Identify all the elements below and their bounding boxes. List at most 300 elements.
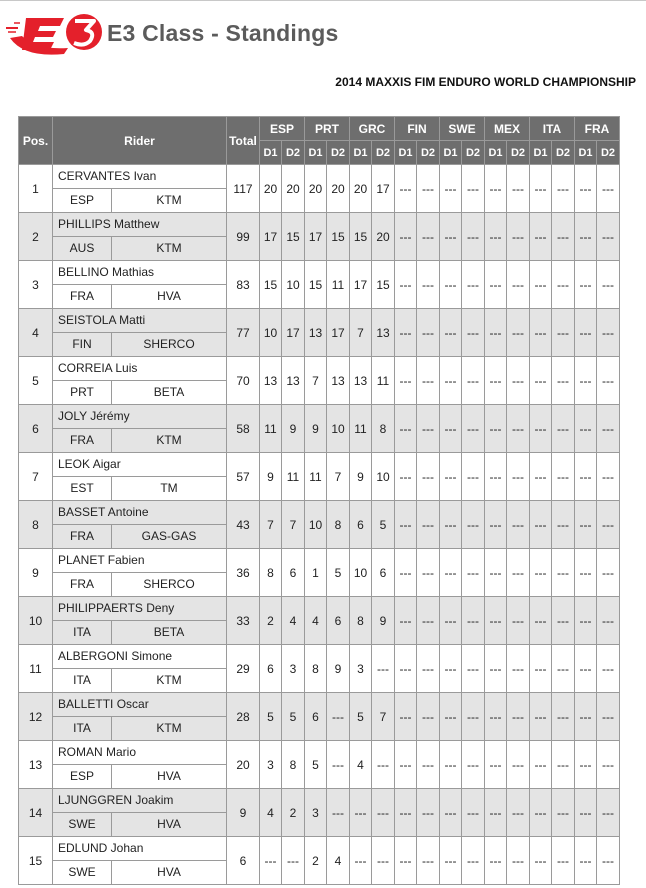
score-cell: --- [440,405,462,453]
pos-header: Pos. [19,117,53,165]
rider-name: CORREIA Luis [53,357,226,381]
table-row [19,261,620,309]
rider-name: EDLUND Johan [53,837,226,861]
score-cell: --- [552,789,575,837]
rider-nationality: ESP [53,765,112,788]
score-cell: 11 [260,405,282,453]
score-cell: 9 [282,405,305,453]
score-cell: --- [440,837,462,885]
score-cell: 3 [350,645,372,693]
event-header-fin: FIN [395,117,440,141]
score-cell: --- [552,741,575,789]
day-header-fin-d1: D1 [395,141,417,165]
score-cell: --- [395,501,417,549]
score-cell: 20 [282,165,305,213]
score-cell: 10 [260,309,282,357]
score-cell: --- [372,645,395,693]
score-cell: 4 [260,789,282,837]
score-cell: 20 [327,165,350,213]
score-cell: 8 [305,645,327,693]
score-cell: --- [417,357,440,405]
total-cell: 29 [227,645,260,693]
event-header-prt: PRT [305,117,350,141]
score-cell: 7 [260,501,282,549]
pos-cell: 1 [19,165,53,213]
score-cell: --- [575,789,597,837]
score-cell: --- [507,261,530,309]
rider-cell [53,357,227,405]
pos-cell: 5 [19,357,53,405]
score-cell: 2 [260,597,282,645]
event-header-mex: MEX [485,117,530,141]
rider-nationality: FRA [53,429,112,452]
score-cell: --- [530,837,552,885]
score-cell: --- [597,597,620,645]
rider-name: BELLINO Mathias [53,261,226,285]
rider-cell [53,165,227,213]
rider-name: PHILLIPS Matthew [53,213,226,237]
score-cell: --- [485,309,507,357]
score-cell: --- [485,789,507,837]
score-cell: 20 [372,213,395,261]
table-row [19,213,620,261]
score-cell: --- [597,693,620,741]
rider-nationality: FRA [53,525,112,548]
score-cell: --- [462,837,485,885]
day-header-ita-d2: D2 [552,141,575,165]
score-cell: 8 [350,597,372,645]
score-cell: --- [417,501,440,549]
rider-team: BETA [153,385,185,399]
score-cell: --- [462,309,485,357]
score-cell: --- [530,789,552,837]
score-cell: --- [395,165,417,213]
table-row [19,837,620,885]
pos-cell: 9 [19,549,53,597]
score-cell: 17 [305,213,327,261]
score-cell: --- [507,357,530,405]
score-cell: --- [417,213,440,261]
day-header-grc-d1: D1 [350,141,372,165]
score-cell: --- [462,453,485,501]
total-cell: 99 [227,213,260,261]
score-cell: --- [575,693,597,741]
score-cell: --- [530,261,552,309]
score-cell: --- [597,309,620,357]
table-row [19,309,620,357]
rider-cell [53,309,227,357]
score-cell: 7 [372,693,395,741]
pos-cell: 15 [19,837,53,885]
rider-nationality: SWE [53,813,112,836]
rider-team: KTM [156,721,182,735]
score-cell: --- [575,837,597,885]
score-cell: 10 [327,405,350,453]
score-cell: --- [395,309,417,357]
score-cell: --- [372,837,395,885]
score-cell: --- [507,309,530,357]
score-cell: 5 [305,741,327,789]
pos-cell: 8 [19,501,53,549]
score-cell: 9 [372,597,395,645]
score-cell: 15 [305,261,327,309]
score-cell: 11 [327,261,350,309]
day-header-swe-d1: D1 [440,141,462,165]
score-cell: --- [575,453,597,501]
score-cell: 9 [350,453,372,501]
score-cell: --- [507,165,530,213]
rider-cell [53,549,227,597]
score-cell: 11 [350,405,372,453]
score-cell: --- [395,213,417,261]
rider-nationality: EST [53,477,112,500]
score-cell: --- [530,597,552,645]
total-cell: 43 [227,501,260,549]
day-header-fra-d1: D1 [575,141,597,165]
score-cell: --- [417,309,440,357]
total-header: Total [227,117,260,165]
score-cell: --- [462,501,485,549]
day-header-mex-d1: D1 [485,141,507,165]
score-cell: --- [530,549,552,597]
table-row [19,453,620,501]
score-cell: 2 [282,789,305,837]
score-cell: --- [395,549,417,597]
score-cell: --- [417,405,440,453]
rider-team: HVA [157,769,181,783]
score-cell: --- [597,501,620,549]
rider-header: Rider [53,117,227,165]
rider-team: GAS-GAS [141,529,197,543]
score-cell: --- [395,645,417,693]
pos-cell: 6 [19,405,53,453]
table-row [19,357,620,405]
score-cell: 8 [282,741,305,789]
day-header-esp-d1: D1 [260,141,282,165]
score-cell: --- [530,453,552,501]
total-cell: 28 [227,693,260,741]
score-cell: --- [485,741,507,789]
score-cell: 15 [372,261,395,309]
score-cell: --- [395,789,417,837]
score-cell: --- [507,645,530,693]
total-cell: 77 [227,309,260,357]
score-cell: --- [552,165,575,213]
score-cell: 20 [305,165,327,213]
score-cell: --- [575,165,597,213]
score-cell: --- [395,453,417,501]
score-cell: --- [462,165,485,213]
day-header-grc-d2: D2 [372,141,395,165]
score-cell: 13 [372,309,395,357]
score-cell: 13 [305,309,327,357]
rider-team: HVA [157,289,181,303]
score-cell: 9 [305,405,327,453]
score-cell: --- [417,789,440,837]
score-cell: --- [552,501,575,549]
score-cell: 20 [260,165,282,213]
score-cell: --- [575,213,597,261]
score-cell: --- [440,261,462,309]
day-header-fra-d2: D2 [597,141,620,165]
score-cell: 17 [260,213,282,261]
total-cell: 70 [227,357,260,405]
rider-team: KTM [156,193,182,207]
pos-cell: 2 [19,213,53,261]
event-header-esp: ESP [260,117,305,141]
score-cell: 17 [282,309,305,357]
score-cell: 5 [260,693,282,741]
score-cell: 8 [260,549,282,597]
score-cell: --- [575,549,597,597]
score-cell: 7 [350,309,372,357]
score-cell: --- [552,549,575,597]
score-cell: --- [552,597,575,645]
total-cell: 33 [227,597,260,645]
score-cell: --- [440,693,462,741]
score-cell: --- [395,837,417,885]
score-cell: --- [597,789,620,837]
rider-cell [53,501,227,549]
rider-name: LJUNGGREN Joakim [53,789,226,813]
score-cell: 10 [372,453,395,501]
rider-team: HVA [157,817,181,831]
rider-team: HVA [157,865,181,879]
rider-team: BETA [153,625,185,639]
score-cell: --- [417,597,440,645]
total-cell: 83 [227,261,260,309]
score-cell: --- [417,549,440,597]
table-row [19,405,620,453]
score-cell: 15 [260,261,282,309]
day-header-ita-d1: D1 [530,141,552,165]
score-cell: 9 [260,453,282,501]
score-cell: --- [507,549,530,597]
score-cell: 7 [305,357,327,405]
rider-nationality: FIN [53,333,112,356]
score-cell: 3 [305,789,327,837]
score-cell: --- [485,501,507,549]
score-cell: 15 [327,213,350,261]
score-cell: --- [440,549,462,597]
rider-nationality: ITA [53,669,112,692]
score-cell: --- [575,357,597,405]
score-cell: 9 [327,645,350,693]
score-cell: 5 [350,693,372,741]
rider-name: BASSET Antoine [53,501,226,525]
score-cell: 11 [305,453,327,501]
score-cell: --- [507,741,530,789]
score-cell: --- [350,789,372,837]
score-cell: --- [485,549,507,597]
table-row [19,789,620,837]
score-cell: 10 [282,261,305,309]
score-cell: --- [507,789,530,837]
event-header-fra: FRA [575,117,620,141]
championship-title: 2014 MAXXIS FIM ENDURO WORLD CHAMPIONSHIP [335,75,636,89]
score-cell: 6 [372,549,395,597]
score-cell: --- [417,165,440,213]
score-cell: 4 [305,597,327,645]
pos-cell: 4 [19,309,53,357]
day-header-prt-d1: D1 [305,141,327,165]
score-cell: --- [597,261,620,309]
score-cell: --- [552,309,575,357]
total-cell: 58 [227,405,260,453]
score-cell: --- [440,309,462,357]
score-cell: 2 [305,837,327,885]
score-cell: 4 [350,741,372,789]
table-row [19,549,620,597]
rider-name: ALBERGONI Simone [53,645,226,669]
score-cell: --- [507,405,530,453]
rider-team: KTM [156,433,182,447]
score-cell: 6 [282,549,305,597]
rider-nationality: FRA [53,573,112,596]
score-cell: 17 [327,309,350,357]
table-row [19,693,620,741]
score-cell: 13 [350,357,372,405]
score-cell: 6 [260,645,282,693]
score-cell: --- [552,645,575,693]
score-cell: 13 [282,357,305,405]
pos-cell: 3 [19,261,53,309]
score-cell: --- [350,837,372,885]
rider-cell [53,213,227,261]
score-cell: 10 [350,549,372,597]
rider-cell [53,837,227,885]
score-cell: 1 [305,549,327,597]
score-cell: --- [395,741,417,789]
rider-nationality: AUS [53,237,112,260]
score-cell: --- [597,213,620,261]
day-header-fin-d2: D2 [417,141,440,165]
score-cell: --- [507,837,530,885]
score-cell: --- [440,213,462,261]
score-cell: --- [507,501,530,549]
score-cell: --- [530,309,552,357]
score-cell: 13 [260,357,282,405]
event-header-swe: SWE [440,117,485,141]
score-cell: --- [597,837,620,885]
rider-cell [53,693,227,741]
score-cell: 15 [282,213,305,261]
score-cell: --- [485,261,507,309]
rider-cell [53,597,227,645]
score-cell: --- [507,213,530,261]
score-cell: 4 [282,597,305,645]
score-cell: --- [417,261,440,309]
score-cell: 7 [282,501,305,549]
rider-nationality: SWE [53,861,112,884]
score-cell: --- [485,693,507,741]
score-cell: --- [485,165,507,213]
event-header-ita: ITA [530,117,575,141]
rider-nationality: ITA [53,621,112,644]
rider-name: ROMAN Mario [53,741,226,765]
rider-cell [53,741,227,789]
score-cell: --- [395,261,417,309]
score-cell: 11 [372,357,395,405]
score-cell: --- [327,741,350,789]
score-cell: --- [440,741,462,789]
score-cell: 20 [350,165,372,213]
score-cell: --- [552,213,575,261]
score-cell: --- [575,309,597,357]
score-cell: --- [575,741,597,789]
score-cell: --- [575,501,597,549]
score-cell: --- [372,789,395,837]
score-cell: --- [507,693,530,741]
score-cell: --- [462,405,485,453]
table-row [19,501,620,549]
score-cell: 5 [327,549,350,597]
score-cell: --- [597,741,620,789]
rider-cell [53,405,227,453]
total-cell: 57 [227,453,260,501]
score-cell: --- [597,645,620,693]
score-cell: --- [327,789,350,837]
total-cell: 117 [227,165,260,213]
score-cell: --- [552,261,575,309]
rider-name: PHILIPPAERTS Deny [53,597,226,621]
score-cell: --- [485,405,507,453]
rider-team: SHERCO [143,337,195,351]
day-header-prt-d2: D2 [327,141,350,165]
score-cell: --- [462,261,485,309]
table-row [19,597,620,645]
score-cell: --- [260,837,282,885]
score-cell: --- [530,213,552,261]
score-cell: --- [417,453,440,501]
rider-name: SEISTOLA Matti [53,309,226,333]
score-cell: --- [440,357,462,405]
score-cell: --- [462,357,485,405]
score-cell: --- [597,453,620,501]
score-cell: --- [552,693,575,741]
score-cell: --- [530,741,552,789]
score-cell: 17 [350,261,372,309]
rider-name: BALLETTI Oscar [53,693,226,717]
score-cell: --- [485,645,507,693]
score-cell: 3 [260,741,282,789]
rider-team: KTM [156,673,182,687]
score-cell: 8 [327,501,350,549]
total-cell: 20 [227,741,260,789]
rider-team: TM [160,481,178,495]
score-cell: --- [530,357,552,405]
score-cell: --- [575,645,597,693]
score-cell: --- [395,405,417,453]
pos-cell: 13 [19,741,53,789]
score-cell: 6 [327,597,350,645]
score-cell: 5 [282,693,305,741]
score-cell: --- [485,837,507,885]
rider-name: CERVANTES Ivan [53,165,226,189]
score-cell: 5 [372,501,395,549]
rider-nationality: PRT [53,381,112,404]
score-cell: 15 [350,213,372,261]
score-cell: --- [462,693,485,741]
table-row [19,165,620,213]
score-cell: --- [597,357,620,405]
total-cell: 9 [227,789,260,837]
score-cell: --- [575,597,597,645]
score-cell: 17 [372,165,395,213]
score-cell: --- [440,453,462,501]
rider-name: JOLY Jérémy [53,405,226,429]
day-header-mex-d2: D2 [507,141,530,165]
